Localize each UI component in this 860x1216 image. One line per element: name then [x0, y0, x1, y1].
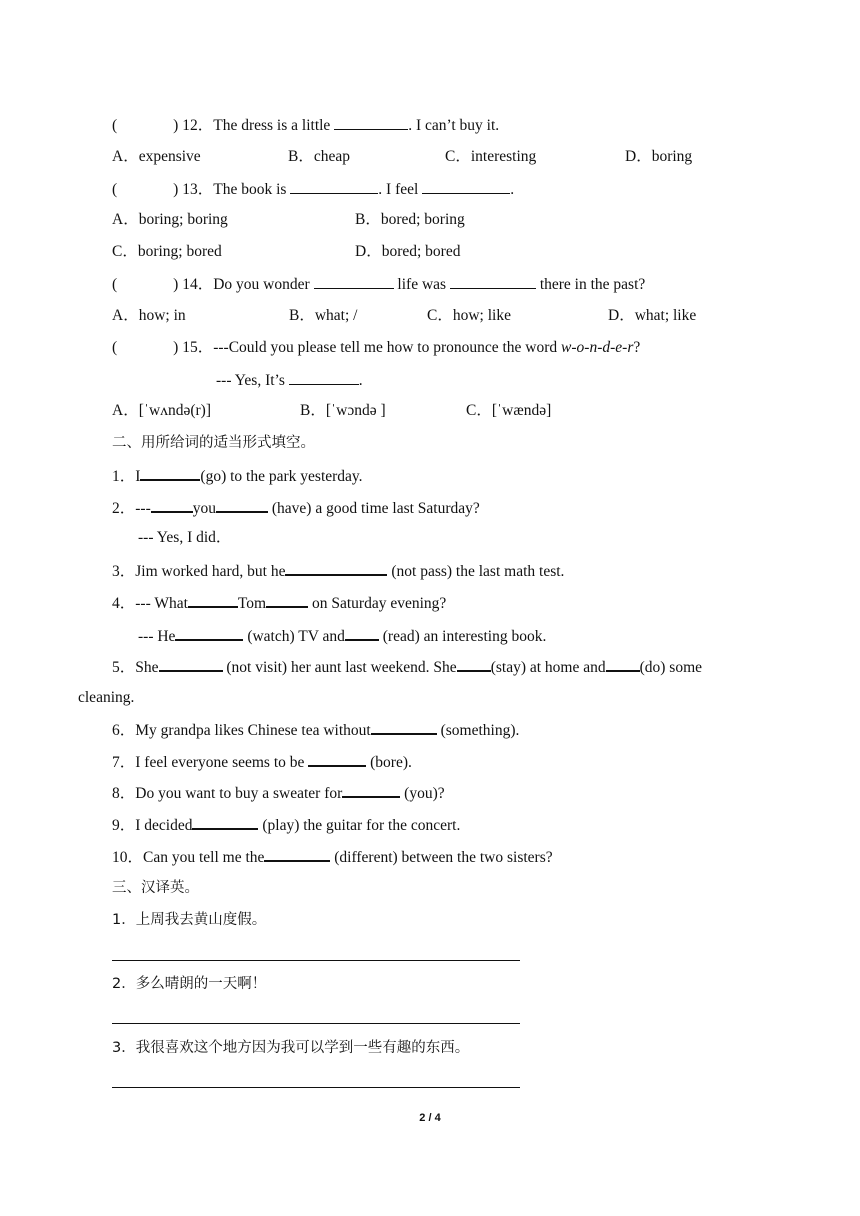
answer-bracket[interactable]: ( )	[112, 117, 179, 134]
fill-item-6: 6．My grandpa likes Chinese tea without (something).	[112, 719, 519, 741]
question-14	[112, 274, 645, 295]
blank	[289, 370, 359, 385]
question-text: ---Could you please tell me how to pronounce the word	[213, 339, 562, 356]
option-a: A．how; in	[112, 307, 186, 324]
fill-item-9: 9．I decided (play) the guitar for the concert.	[112, 814, 460, 836]
fill-item-4-reply: --- He (watch) TV and (read) an interesting book.	[138, 625, 546, 647]
blank[interactable]	[342, 782, 400, 798]
blank[interactable]	[308, 751, 366, 767]
fill-item-2-reply: --- Yes, I did．	[138, 529, 232, 546]
question-text: .	[510, 181, 515, 198]
question-15	[112, 338, 640, 358]
question-text: ?	[633, 339, 641, 356]
question-text: The dress is a little	[213, 117, 335, 134]
fill-item-4: 4．--- What Tom on Saturday evening?	[112, 592, 446, 614]
fill-item-5: 5．She (not visit) her aunt last weekend. She (stay) at home and (do) some	[112, 656, 702, 678]
blank[interactable]	[345, 625, 379, 641]
option-a: A．[ˈwʌndə(r)]	[112, 402, 211, 419]
fill-item-3: 3．Jim worked hard, but he (not pass) the last math test.	[112, 560, 564, 582]
question-12	[112, 115, 499, 136]
answer-line[interactable]	[112, 1087, 520, 1088]
fill-item-1: 1．I (go) to the park yesterday.	[112, 465, 363, 487]
blank[interactable]	[285, 560, 387, 576]
question-13	[112, 179, 514, 200]
option-b: B．what; /	[289, 307, 358, 324]
question-number: 14．	[182, 276, 214, 293]
question-number: 13．	[182, 181, 214, 198]
page-number: 2 / 4	[419, 1112, 441, 1124]
question-text: there in the past?	[535, 276, 646, 293]
fill-item-2: 2．--- you (have) a good time last Saturday?	[112, 497, 480, 519]
blank[interactable]	[216, 497, 268, 513]
spelled-word: w-o-n-d-e-r	[561, 339, 634, 356]
question-number: 12．	[182, 117, 214, 134]
question-text: Do you wonder	[213, 276, 314, 293]
blank	[290, 179, 378, 194]
question-text: life was	[393, 276, 450, 293]
blank[interactable]	[606, 656, 640, 672]
question-15-reply: --- Yes, It’s .	[216, 372, 363, 389]
blank[interactable]	[457, 656, 491, 672]
blank[interactable]	[192, 814, 258, 830]
translate-item-2: 2．多么晴朗的一天啊！	[112, 976, 267, 992]
blank[interactable]	[266, 592, 308, 608]
blank[interactable]	[159, 656, 223, 672]
question-text: . I feel	[378, 181, 423, 198]
option-a: A．boring; boring	[112, 211, 228, 228]
section-3-heading: 三、汉译英。	[112, 880, 199, 896]
blank[interactable]	[188, 592, 238, 608]
answer-bracket[interactable]: ( )	[112, 181, 179, 198]
fill-item-7: 7．I feel everyone seems to be (bore).	[112, 751, 412, 773]
option-b: B．cheap	[288, 148, 350, 165]
fill-item-5-continued: cleaning.	[78, 689, 135, 706]
option-c: C．boring; bored	[112, 243, 222, 260]
option-c: C．interesting	[445, 148, 537, 165]
option-c: C．how; like	[427, 307, 511, 324]
question-text: . I can’t buy it.	[408, 117, 500, 134]
question-text: The book is	[213, 181, 291, 198]
blank	[422, 179, 510, 194]
blank[interactable]	[264, 846, 330, 862]
option-c: C．[ˈwændə]	[466, 402, 552, 419]
option-a: A．expensive	[112, 148, 201, 165]
blank[interactable]	[140, 465, 200, 481]
section-2-heading: 二、用所给词的适当形式填空。	[112, 435, 315, 451]
blank[interactable]	[151, 497, 193, 513]
translate-item-3: 3．我很喜欢这个地方因为我可以学到一些有趣的东西。	[112, 1040, 470, 1056]
question-number: 15．	[182, 339, 214, 356]
option-b: B．[ˈwɔndə ]	[300, 402, 386, 419]
answer-bracket[interactable]: ( )	[112, 339, 179, 356]
blank	[334, 115, 408, 130]
translate-item-1: 1．上周我去黄山度假。	[112, 912, 267, 928]
option-d: D．what; like	[608, 307, 697, 324]
answer-line[interactable]	[112, 1023, 520, 1024]
answer-line[interactable]	[112, 960, 520, 961]
blank[interactable]	[371, 719, 437, 735]
answer-bracket[interactable]: ( )	[112, 276, 179, 293]
fill-item-8: 8．Do you want to buy a sweater for (you)?	[112, 782, 445, 804]
blank[interactable]	[175, 625, 243, 641]
option-d: D．boring	[625, 148, 693, 165]
option-b: B．bored; boring	[355, 211, 465, 228]
blank	[314, 274, 394, 289]
option-d: D．bored; bored	[355, 243, 461, 260]
blank	[450, 274, 536, 289]
fill-item-10: 10．Can you tell me the (different) between the two sisters?	[112, 846, 553, 868]
